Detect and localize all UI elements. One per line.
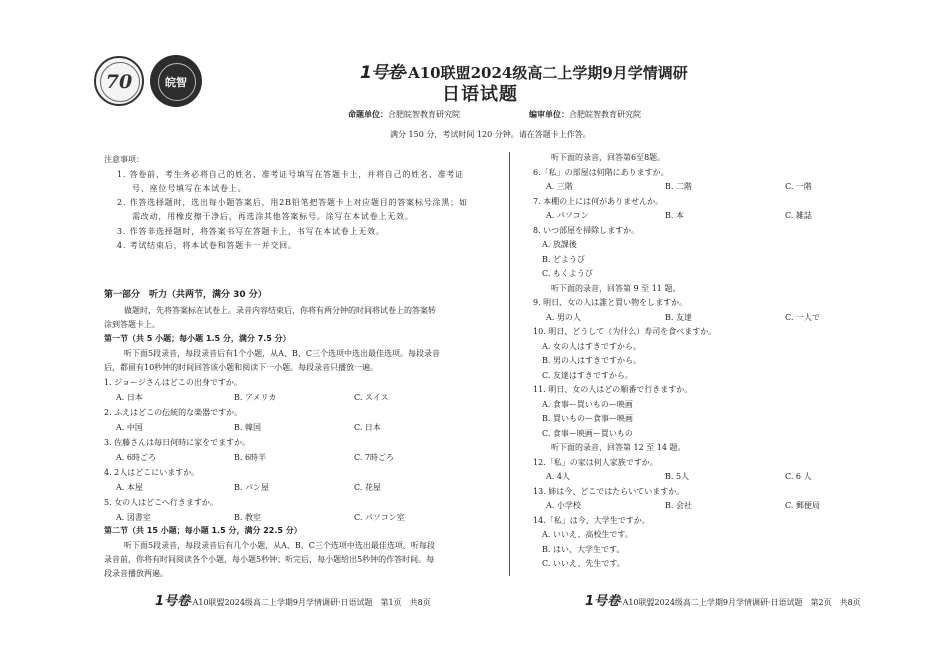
option-c: C. 郵便局: [785, 501, 820, 510]
question-text: 8. いつ部屋を掃除しますか。: [533, 225, 640, 235]
section-instruction: 听下面的录音，回答第 9 至 11 题。: [551, 283, 681, 293]
option-c: C. 雑誌: [785, 211, 812, 220]
exam-subtitle: 日语试题: [442, 84, 518, 105]
notes-item: 4. 考试结束后，将本试卷和答题卡一并交回。: [117, 241, 297, 250]
exam-info: 满分 150 分，考试时间 120 分钟。请在答题卡上作答。: [390, 130, 591, 139]
answer-option: B. 男の人はすきですから。: [542, 356, 641, 365]
option-b: B. 二階: [665, 182, 692, 191]
option-c: C. パソコン室: [354, 513, 405, 522]
part-intro: 做题时，先将答案标在试卷上。录音内容结束后，你将有两分钟的时间将试卷上的答案转: [124, 306, 436, 315]
question-text: 13. 姉は今、どこではたらいていますか。: [533, 486, 685, 496]
option-b: B. 5人: [665, 472, 690, 481]
brand-mark: 1号卷: [360, 63, 403, 83]
part-intro: 涂到答题卡上。: [104, 320, 160, 329]
logo-left-number: 70: [105, 71, 133, 93]
answer-option: A. 放課後: [542, 240, 577, 249]
option-a: A. 本屋: [116, 483, 143, 492]
footer-right-text: ·A10联盟2024级高二上学期9月学情调研·日语试题 第2页 共8页: [620, 598, 861, 607]
notes-heading: 注意事项：: [104, 155, 144, 164]
notes-item: 号、座位号填写在本试卷上。: [132, 184, 247, 193]
section2-intro: 段录音播放两遍。: [104, 569, 168, 578]
question-text: 9. 明日、女の人は誰と買い物をしますか。: [533, 298, 688, 307]
option-a: A. 三階: [546, 182, 573, 191]
notes-item: 3. 作答非选择题时，将答案书写在答题卡上，书写在本试卷上无效。: [117, 227, 385, 236]
section2-intro: 录音前，你将有时间阅读各个小题，每小题5秒钟；听完后，每小题给出5秒钟的作答时间。每: [104, 555, 435, 564]
option-a: A. 6時ごろ: [116, 453, 156, 462]
footer-right: [585, 590, 861, 609]
option-b: B. 6時半: [234, 453, 267, 462]
question-text: 3. 佐藤さんは毎日何時に家をでますか。: [104, 438, 251, 447]
part-title: 第一部分 听力（共两节，满分 30 分）: [104, 290, 267, 300]
org-left: [348, 109, 460, 120]
footer-brand-mark: 1号卷: [585, 594, 621, 609]
option-c: C. 一階: [785, 182, 812, 191]
option-a: A. 図書室: [116, 513, 151, 522]
answer-option: C. もくようび: [542, 269, 593, 278]
option-c: C. 日本: [354, 423, 381, 432]
question-text: 4. 2人はどこにいますか。: [104, 468, 200, 477]
option-a: A. 男の人: [546, 312, 581, 322]
option-b: B. アメリカ: [234, 393, 277, 402]
notes-item: 1. 答卷前，考生务必将自己的姓名、准考证号填写在答题卡上，并将自己的姓名、准考证: [117, 170, 464, 179]
section-instruction: 听下面的录音，回答第6至8题。: [551, 153, 666, 162]
org-right-label: 编审单位：: [529, 109, 569, 119]
option-c: C. 6 人: [785, 472, 812, 481]
footer-brand-mark: 1号卷: [155, 594, 191, 609]
answer-option: B. 買いものー食事ー映画: [542, 414, 633, 423]
answer-option: A. 女の人はすきですから。: [542, 341, 641, 351]
section1-title: 第一节（共 5 小题；每小题 1.5 分，满分 7.5 分）: [104, 334, 291, 343]
logo-right-text: 皖智: [165, 76, 187, 89]
option-b: B. 本: [665, 211, 684, 220]
answer-option: C. いいえ、先生です。: [542, 559, 625, 568]
question-text: 5. 女の人はどこへ行きますか。: [104, 498, 218, 507]
answer-option: C. 食事ー映画ー買いもの: [542, 428, 633, 438]
question-text: 1. ジョージさんはどこの出身ですか。: [104, 378, 242, 387]
section1-intro: 后，都留有10秒钟的时间回答该小题和阅读下一小题。每段录音只播放一遍。: [104, 363, 379, 372]
option-b: B. 会社: [665, 501, 692, 510]
notes-item: 需改动，用橡皮擦干净后，再选涂其他答案标号。涂写在本试卷上无效。: [132, 212, 414, 221]
answer-option: B. どようび: [542, 254, 585, 264]
org-right: [529, 109, 641, 120]
option-a: A. 日本: [116, 393, 143, 402]
question-text: 11. 明日、女の人はどの順番で行きますか。: [533, 385, 693, 394]
section-instruction: 听下面的录音，回答第 12 至 14 题。: [551, 443, 686, 452]
option-c: C. 花屋: [354, 483, 381, 492]
org-left-value: 合肥皖智教育研究院: [388, 110, 460, 119]
answer-option: C. 友達はすきですから。: [542, 370, 633, 380]
option-c: C. スイス: [354, 393, 389, 402]
wanzhi-education-logo: [150, 55, 202, 107]
option-c: C. 一人で: [785, 312, 820, 322]
option-a: A. パソコン: [546, 211, 589, 220]
section2-title: 第二节（共 15 小题；每小题 1.5 分，满分 22.5 分）: [104, 526, 302, 535]
option-b: B. パン屋: [234, 483, 269, 492]
option-a: A. 中国: [116, 423, 143, 432]
option-b: B. 教室: [234, 513, 261, 522]
org-left-label: 命题单位：: [348, 109, 388, 119]
question-text: 6.「私」の部屋は何階にありますか。: [533, 167, 669, 177]
option-b: B. 友達: [665, 312, 692, 322]
footer-left-text: ·A10联盟2024级高二上学期9月学情调研·日语试题 第1页 共8页: [190, 598, 431, 607]
notes-item: 2. 作答选择题时，选出每小题答案后，用2B铅笔把答题卡上对应题目的答案标号涂黑；如: [117, 198, 468, 207]
answer-option: A. 食事ー買いものー映画: [542, 399, 633, 409]
column-divider: [509, 152, 510, 576]
section1-intro: 听下面5段录音，每段录音后有1个小题，从A、B、C三个选项中选出最佳选项。每段录音: [124, 349, 440, 358]
option-c: C. 7時ごろ: [354, 453, 395, 462]
org-right-value: 合肥皖智教育研究院: [569, 110, 641, 119]
option-a: A. 小学校: [546, 501, 581, 510]
question-text: 12.「私」の家は何人家族ですか。: [533, 457, 658, 467]
exam-title: [360, 58, 688, 83]
answer-option: A. いいえ、高校生です。: [542, 530, 633, 539]
question-text: 10. 明日、どうして（为什么）寿司を食べますか。: [533, 327, 717, 336]
question-text: 14.「私」は今、大学生ですか。: [533, 515, 650, 525]
option-a: A. 4人: [546, 472, 570, 481]
option-b: B. 韓国: [234, 423, 261, 432]
section2-intro: 听下面5段录音，每段录音后有几个小题，从A、B、C三个选项中选出最佳选项。听每段: [124, 541, 435, 550]
title-main: ·A10联盟2024级高二上学期9月学情调研: [402, 64, 688, 82]
question-text: 7. 本棚の上には何がありませんか。: [533, 196, 664, 206]
footer-left: [155, 590, 431, 609]
answer-option: B. はい、大学生です。: [542, 544, 625, 554]
question-text: 2. ふえはどこの伝統的な楽器ですか。: [104, 408, 243, 417]
school-anniversary-logo: [94, 56, 144, 106]
